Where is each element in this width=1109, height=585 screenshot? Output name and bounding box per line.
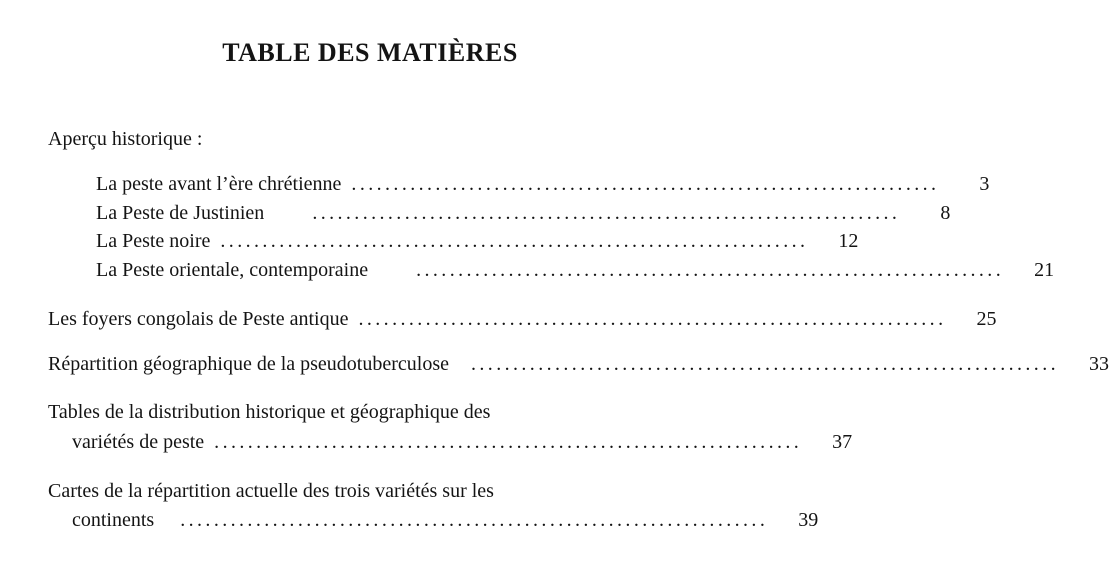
- section-heading: Aperçu historique :: [48, 128, 203, 150]
- leader-dots: ......................................................................: [312, 202, 901, 224]
- toc-entry-label: Les foyers congolais de Peste antique: [48, 308, 349, 330]
- leader-dots: ......................................................................: [214, 431, 803, 453]
- toc-entry-page: 33: [1089, 353, 1109, 375]
- toc-entry-page: 8: [940, 202, 951, 224]
- toc-entry: [96, 229, 859, 253]
- toc-entry-page: 37: [832, 431, 853, 453]
- leader-dots: ......................................................................: [416, 259, 1005, 281]
- toc-entry: [48, 307, 997, 331]
- toc-entry: [48, 352, 1109, 376]
- toc-entry-page: 21: [1034, 259, 1055, 281]
- leader-dots: ......................................................................: [351, 173, 940, 195]
- toc-entry: [96, 258, 1055, 282]
- toc-entry-label: La Peste noire: [96, 230, 211, 252]
- toc-entry: [72, 430, 853, 454]
- toc-entry-label: La peste avant l’ère chrétienne: [96, 173, 342, 195]
- page-title: TABLE DES MATIÈRES: [222, 38, 518, 67]
- leader-dots: ......................................................................: [180, 509, 769, 531]
- leader-dots: ......................................................................: [471, 353, 1059, 375]
- toc-entry-page: 25: [976, 308, 997, 330]
- toc-entry-first-line: Cartes de la répartition actuelle des trois variétés sur les: [48, 480, 494, 502]
- toc-entry-page: 3: [979, 173, 990, 195]
- leader-dots: ......................................................................: [220, 230, 809, 252]
- toc-entry: [72, 508, 819, 532]
- toc-entry-label: La Peste de Justinien: [96, 202, 265, 224]
- toc-entry-label: continents: [72, 509, 155, 531]
- leader-dots: ......................................................................: [358, 308, 947, 330]
- toc-entry: [96, 172, 990, 196]
- toc-entry-label: La Peste orientale, contemporaine: [96, 259, 369, 281]
- toc-entry-label: Répartition géographique de la pseudotuberculose: [48, 353, 449, 375]
- toc-entry: [96, 201, 951, 225]
- toc-entry-page: 12: [838, 230, 859, 252]
- toc-entry-label: variétés de peste: [72, 431, 205, 453]
- toc-entry-first-line: Tables de la distribution historique et géographique des: [48, 401, 491, 423]
- toc-entry-page: 39: [798, 509, 819, 531]
